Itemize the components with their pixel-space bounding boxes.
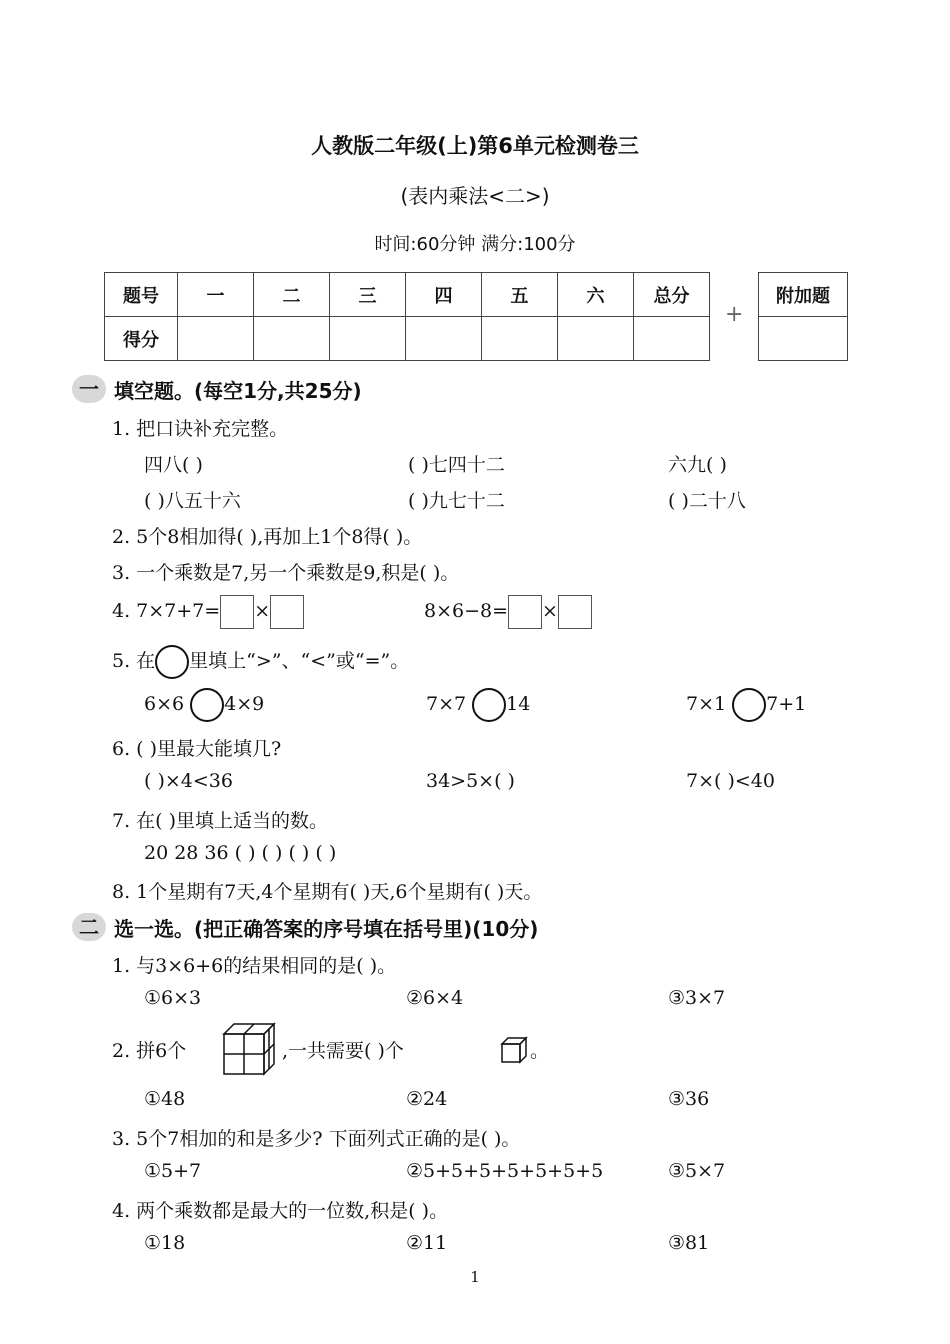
q5-right: 4×9 [224, 693, 265, 715]
score-row-label: 得分 [105, 317, 178, 361]
extra-label: 附加题 [759, 273, 848, 317]
page-subtitle: (表内乘法<二>) [400, 184, 550, 208]
answer-box[interactable] [508, 595, 542, 629]
question-2: 2. 5个8相加得( ),再加上1个8得( )。 [112, 526, 423, 548]
option: ①5+7 [144, 1160, 202, 1182]
option: ①18 [144, 1232, 186, 1254]
question-1: 1. 把口诀补充完整。 [112, 418, 289, 440]
option: ②11 [406, 1232, 448, 1254]
time-info: 时间:60分钟 满分:100分 [374, 234, 576, 255]
q5-item [144, 688, 264, 722]
answer-circle[interactable] [190, 688, 224, 722]
score-cell[interactable] [558, 317, 634, 361]
option: ②5+5+5+5+5+5+5 [406, 1160, 604, 1182]
section-heading: 填空题。(每空1分,共25分) [114, 379, 362, 403]
question-3: 3. 一个乘数是7,另一个乘数是9,积是( )。 [112, 562, 460, 584]
score-cell[interactable] [178, 317, 254, 361]
score-header-cell: 题号 [105, 273, 178, 317]
score-cell[interactable] [634, 317, 710, 361]
score-cell[interactable] [406, 317, 482, 361]
answer-box[interactable] [220, 595, 254, 629]
option: ②24 [406, 1088, 448, 1110]
answer-circle[interactable] [732, 688, 766, 722]
q6-item: 34>5×( ) [426, 770, 515, 792]
q5-left: 7×7 [426, 693, 467, 715]
q1-item: 四八( ) [144, 454, 203, 476]
q5-right: 7+1 [766, 693, 807, 715]
option: ③81 [668, 1232, 710, 1254]
score-cell[interactable] [330, 317, 406, 361]
question-4-b [424, 595, 592, 629]
q5-left: 7×1 [686, 693, 727, 715]
q4-expr-b: 8×6−8= [424, 600, 509, 622]
q5-text-b: 里填上“>”、“<”或“=”。 [189, 650, 410, 672]
circle-icon [155, 645, 189, 679]
s2-question-4: 4. 两个乘数都是最大的一位数,积是( )。 [112, 1200, 449, 1222]
question-4 [112, 595, 304, 629]
option: ③3×7 [668, 987, 726, 1009]
q5-item [426, 688, 530, 722]
answer-box[interactable] [270, 595, 304, 629]
score-header-cell: 五 [482, 273, 558, 317]
section-heading: 选一选。(把正确答案的序号填在括号里)(10分) [114, 917, 539, 941]
s2-question-2-a: 2. 拼6个 [112, 1040, 187, 1062]
extra-score-cell[interactable] [759, 317, 848, 361]
q1-item: 六九( ) [668, 454, 727, 476]
answer-circle[interactable] [472, 688, 506, 722]
q1-item: ( )七四十二 [408, 454, 505, 476]
small-cube-icon [500, 1036, 528, 1064]
times-sign: × [542, 600, 558, 622]
q4-expr-a: 4. 7×7+7= [112, 600, 221, 622]
option: ③5×7 [668, 1160, 726, 1182]
q7-sequence: 20 28 36 ( ) ( ) ( ) ( ) [144, 842, 337, 864]
score-header-cell: 总分 [634, 273, 710, 317]
score-cell[interactable] [482, 317, 558, 361]
s2-question-2-c: 。 [530, 1040, 550, 1062]
score-header-cell: 二 [254, 273, 330, 317]
s2-question-3: 3. 5个7相加的和是多少? 下面列式正确的是( )。 [112, 1128, 521, 1150]
option: ③36 [668, 1088, 710, 1110]
q5-left: 6×6 [144, 693, 185, 715]
cube-block-icon [220, 1020, 278, 1078]
q5-right: 14 [506, 693, 531, 715]
plus-sign: + [725, 302, 744, 327]
score-header-cell: 四 [406, 273, 482, 317]
section-number: 一 [72, 375, 106, 403]
score-header-cell: 一 [178, 273, 254, 317]
q6-item: 7×( )<40 [686, 770, 775, 792]
page-number: 1 [470, 1268, 480, 1286]
answer-box[interactable] [558, 595, 592, 629]
option: ①48 [144, 1088, 186, 1110]
question-5 [112, 645, 409, 679]
score-cell[interactable] [254, 317, 330, 361]
q1-item: ( )八五十六 [144, 490, 241, 512]
q5-item [686, 688, 806, 722]
times-sign: × [254, 600, 271, 622]
question-7: 7. 在( )里填上适当的数。 [112, 810, 329, 832]
extra-score-table [758, 272, 848, 361]
q1-item: ( )九七十二 [408, 490, 505, 512]
q5-text-a: 5. 在 [112, 650, 156, 672]
score-header-cell: 三 [330, 273, 406, 317]
question-6: 6. ( )里最大能填几? [112, 738, 282, 760]
q1-item: ( )二十八 [668, 490, 746, 512]
s2-question-2-b: ,一共需要( )个 [282, 1040, 404, 1062]
section-number: 二 [72, 913, 106, 941]
question-8: 8. 1个星期有7天,4个星期有( )天,6个星期有( )天。 [112, 881, 543, 903]
page-title: 人教版二年级(上)第6单元检测卷三 [311, 134, 639, 158]
q6-item: ( )×4<36 [144, 770, 233, 792]
option: ②6×4 [406, 987, 464, 1009]
s2-question-1: 1. 与3×6+6的结果相同的是( )。 [112, 955, 397, 977]
score-header-cell: 六 [558, 273, 634, 317]
option: ①6×3 [144, 987, 202, 1009]
score-table [104, 272, 710, 361]
